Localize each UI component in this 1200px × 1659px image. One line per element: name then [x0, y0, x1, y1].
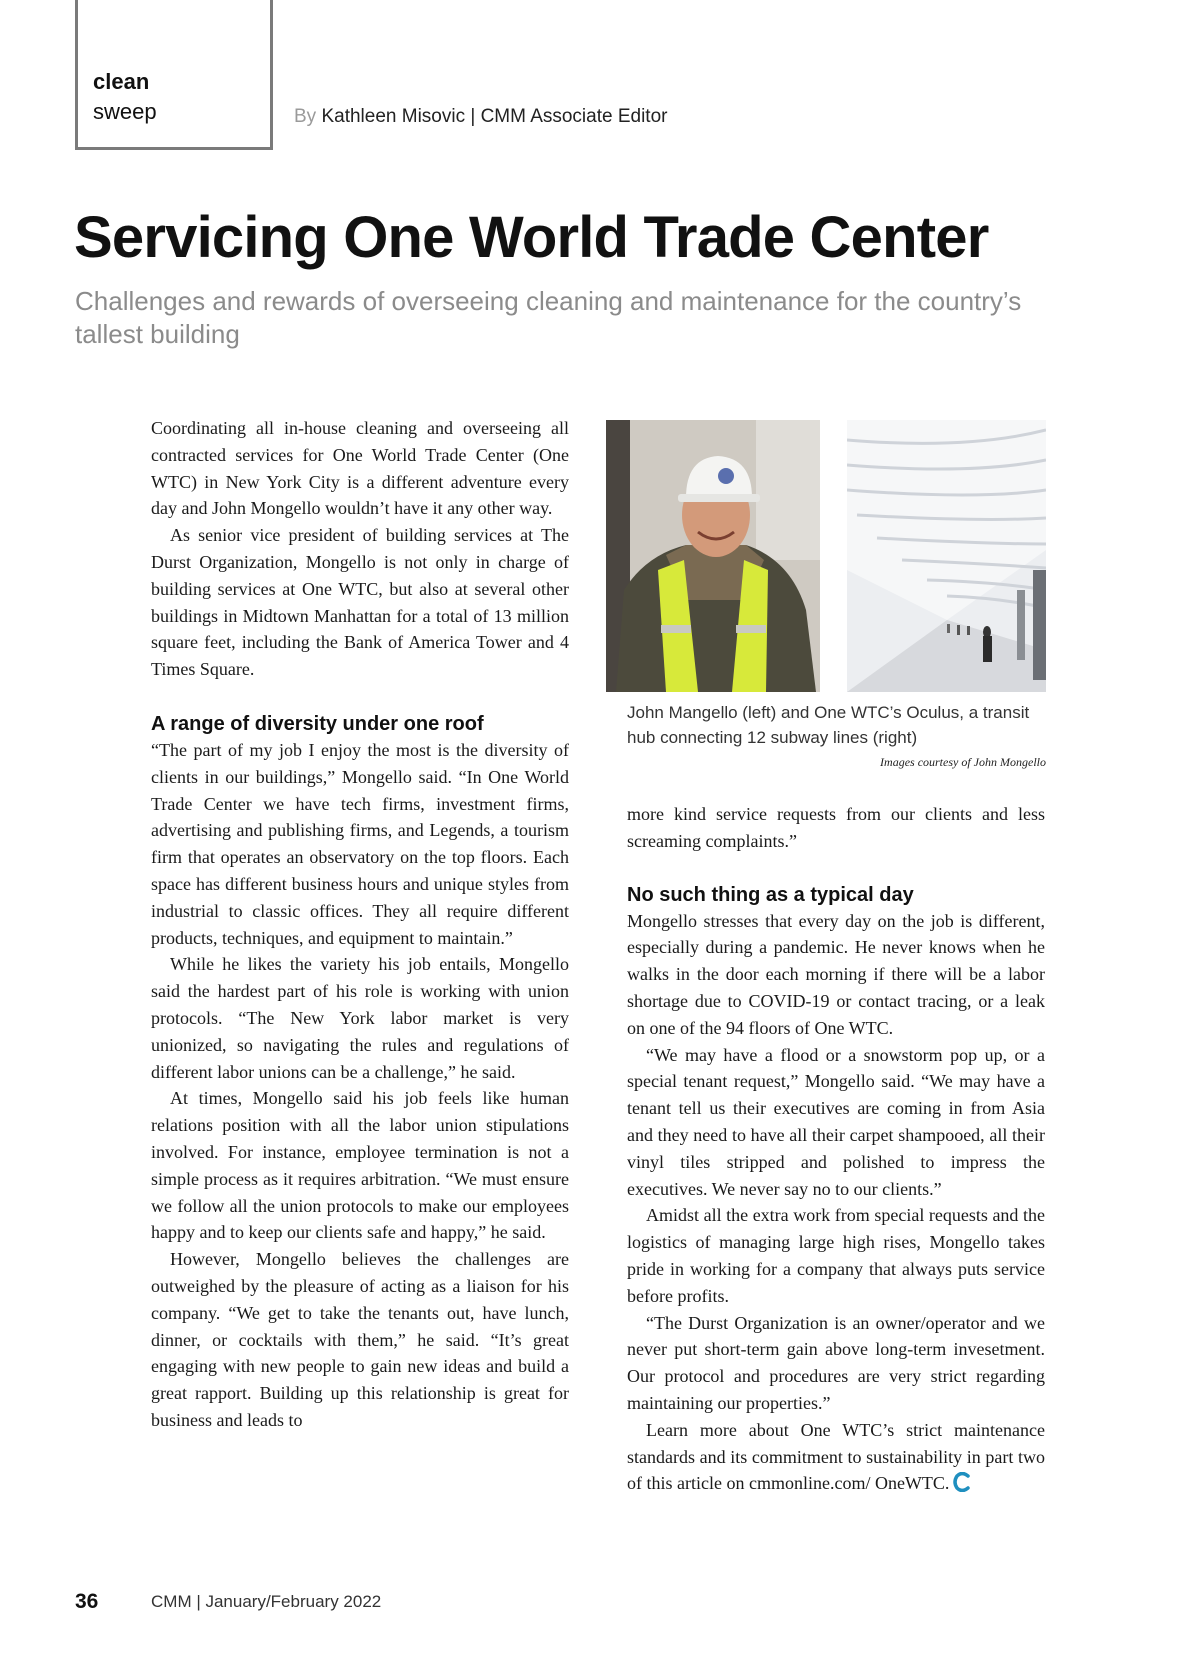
left-column	[151, 415, 569, 1434]
publication-footer: CMM | January/February 2022	[151, 1592, 382, 1611]
paragraph: At times, Mongello said his job feels like human relations position with all the labor union stipulations involved. For instance, employee termination is not a simple process as it requires arbitration. “We must ensure we follow all the union protocols to make our employees happy and to keep our clients safe and happy,” he said.	[151, 1088, 569, 1243]
page-number: 36	[75, 1590, 99, 1613]
byline-prefix: By	[294, 106, 317, 127]
byline-author: Kathleen Misovic | CMM Associate Editor	[321, 106, 668, 127]
paragraph: Amidst all the extra work from special requests and the logistics of managing large high rises, Mongello takes pride in working for a company that always puts service before profits.	[627, 1205, 1045, 1306]
oculus-illustration	[847, 420, 1046, 692]
paragraph: Coordinating all in-house cleaning and overseeing all contracted services for One World Trade Center (One WTC) in New York City is a different adventure every day and John Mongello wouldn’t have it any other way.	[151, 418, 569, 519]
end-mark-icon	[953, 1472, 971, 1492]
article-subtitle: Challenges and rewards of overseeing cleaning and maintenance for the country’s tallest building	[75, 286, 1022, 349]
photo-credit: Images courtesy of John Mongello	[880, 755, 1046, 769]
paragraph: more kind service requests from our clients and less screaming complaints.”	[627, 804, 1045, 851]
photo-john-mongello	[606, 420, 820, 692]
section-heading: A range of diversity under one roof	[151, 712, 484, 735]
paragraph: “We may have a flood or a snowstorm pop up, or a special tenant request,” Mongello said. “We may have a tenant tell us their executives are coming in from Asia and they need to have all their carpet shampooed, all their vinyl tiles stripped and polished to impress the executives. We never say no to our clients.”	[627, 1044, 1045, 1199]
paragraph: “The Durst Organization is an owner/operator and we never put short-term gain above long-term invesetment. Our protocol and procedures are very strict regarding maintaining our properties.”	[627, 1312, 1045, 1413]
paragraph	[627, 1417, 1045, 1497]
article-title: Servicing One World Trade Center	[74, 205, 989, 270]
paragraph: Mongello stresses that every day on the job is different, especially during a pandemic. He never knows when he walks in the door each morning if there will be a labor shortage due to COVID-19 or contact tracing, or a leak on one of the 94 floors of One WTC.	[627, 910, 1045, 1038]
photo-oculus	[847, 420, 1046, 692]
portrait-illustration	[606, 420, 820, 692]
section-tag-line2: sweep	[93, 99, 157, 124]
section-heading: No such thing as a typical day	[627, 883, 914, 906]
paragraph: While he likes the variety his job entails, Mongello said the hardest part of his role is working with union protocols. “The New York labor market is very unionized, so navigating the rules and regulations of different labor unions can be a challenge,” he said.	[151, 954, 569, 1082]
photo-caption: John Mangello (left) and One WTC’s Oculus, a transit hub connecting 12 subway lines (right)	[627, 703, 1030, 747]
byline	[294, 106, 667, 128]
paragraph-text: Learn more about One WTC’s strict maintenance standards and its commitment to sustainability in part two of this article on cmmonline.com/ OneWTC.	[627, 1419, 1045, 1494]
paragraph: However, Mongello believes the challenges are outweighed by the pleasure of acting as a liaison for his company. “We get to take the tenants out, have lunch, dinner, or cocktails with them,” he said. “It’s great engaging with new people to gain new ideas and build a great rapport. Building up this relationship is great for business and leads to	[151, 1249, 569, 1430]
right-column	[627, 801, 1045, 1497]
paragraph: As senior vice president of building services at The Durst Organization, Mongello is not only in charge of building services at One WTC, but also at several other buildings in Midtown Manhattan for a total of 13 million square feet, including the Bank of America Tower and 4 Times Square.	[151, 525, 569, 680]
section-tag-line1: clean	[93, 69, 150, 94]
section-tag-box	[75, 0, 273, 150]
paragraph: “The part of my job I enjoy the most is the diversity of clients in our buildings,” Mongello said. “In One World Trade Center we have tech firms, investment firms, advertising and publishing firms, and Legends, a tourism firm that operates an observatory on the top floors. Each space has different business hours and unique styles from industrial to classic offices. They all require different products, techniques, and equipment to maintain.”	[151, 739, 569, 948]
